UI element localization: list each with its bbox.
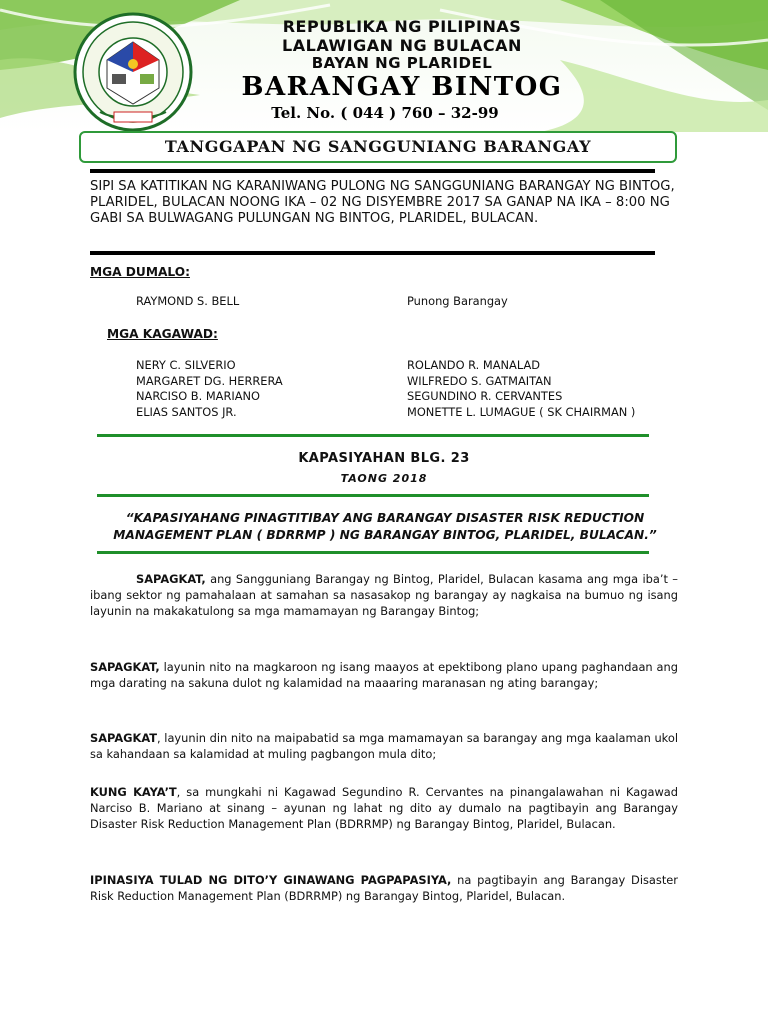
captain-name: RAYMOND S. BELL <box>136 294 240 308</box>
paragraph-lead: KUNG KAYA’T <box>90 785 177 799</box>
resolution-year: TAONG 2018 <box>340 472 428 485</box>
resolved-paragraph <box>90 872 678 904</box>
paragraph-lead: IPINASIYA TULAD NG DITO’Y GINAWANG PAGPAPASIYA, <box>90 873 452 887</box>
barangay-seal-logo <box>70 12 196 132</box>
minutes-intro: SIPI SA KATITIKAN NG KARANIWANG PULONG NG SANGGUNIANG BARANGAY NG BINTOG, PLARIDEL, BULACAN NOONG IKA – 02 NG DISYEMBRE 2017 SA GANAP NA IKA – 8:00 NG GABI SA BULWAGANG PULUNGAN NG BINTOG, PLARIDEL, BULACAN. <box>90 179 675 226</box>
divider-green <box>97 494 649 497</box>
kagawad-name: ROLANDO R. MANALAD <box>407 358 541 372</box>
whereas-paragraph <box>90 730 678 762</box>
kagawad-name: NERY C. SILVERIO <box>136 358 236 372</box>
attendees-label: MGA DUMALO: <box>90 265 190 279</box>
kagawad-name: WILFREDO S. GATMAITAN <box>407 374 552 388</box>
paragraph-text: , sa mungkahi ni Kagawad Segundino R. Cervantes na pinangalawahan ni Kagawad Narciso B. Mariano at sinang – ayunan ng lahat ng dito ay dumalo na pagtibayin ang Barangay Disaster Risk Reduction Management Plan (BDRRMP) ng Barangay Bintog, Plaridel, Bulacan. <box>90 785 678 831</box>
kagawad-name: ELIAS SANTOS JR. <box>136 405 237 419</box>
divider-intro <box>90 251 655 255</box>
divider-green <box>97 434 649 437</box>
whereas-paragraph <box>90 659 678 691</box>
captain-role: Punong Barangay <box>407 294 508 308</box>
header-municipality: BAYAN NG PLARIDEL <box>311 54 493 72</box>
paragraph-text: ang Sangguniang Barangay ng Bintog, Plaridel, Bulacan kasama ang mga iba’t – ibang sektor ng pamahalaan at samahan sa nasasakop ng barangay ay nagkaisa na bumuo ng isang layunin na makakatulong sa mga mamamayan ng Barangay Bintog; <box>90 572 678 618</box>
paragraph-lead: SAPAGKAT, <box>136 572 206 586</box>
therefore-paragraph <box>90 784 678 832</box>
paragraph-text: na pagtibayin ang Barangay Disaster Risk Reduction Management Plan (BDRRMP) ng Barangay Bintog, Plaridel, Bulacan. <box>90 873 678 903</box>
paragraph-lead: SAPAGKAT <box>90 731 158 745</box>
kagawad-name: NARCISO B. MARIANO <box>136 389 261 403</box>
divider-green <box>97 551 649 554</box>
header-telephone: Tel. No. ( 044 ) 760 – 32-99 <box>271 104 499 122</box>
kagawad-name: SEGUNDINO R. CERVANTES <box>407 389 563 403</box>
header-province: LALAWIGAN NG BULACAN <box>282 36 522 55</box>
office-title: TANGGAPAN NG SANGGUNIANG BARANGAY <box>164 137 592 156</box>
header-barangay-name: BARANGAY BINTOG <box>241 72 563 102</box>
header-republic: REPUBLIKA NG PILIPINAS <box>282 17 522 36</box>
resolution-number: KAPASIYAHAN BLG. 23 <box>298 451 470 466</box>
office-title-box <box>79 131 677 163</box>
divider-top <box>90 169 655 173</box>
paragraph-lead: SAPAGKAT, <box>90 660 160 674</box>
letterhead <box>0 0 768 132</box>
paragraph-text: layunin nito na magkaroon ng isang maayos at epektibong plano upang paghandaan ang mga darating na sakuna dulot ng kalamidad na maaaring maranasan ng ating barangay; <box>90 660 678 690</box>
kagawad-label: MGA KAGAWAD: <box>107 327 218 341</box>
kagawad-name: MARGARET DG. HERRERA <box>136 374 283 388</box>
whereas-paragraph <box>90 571 678 619</box>
kagawad-name: MONETTE L. LUMAGUE ( SK CHAIRMAN ) <box>407 405 636 419</box>
paragraph-text: , layunin din nito na maipabatid sa mga mamamayan sa barangay ang mga kaalaman ukol sa kahandaan sa kalamidad at muling pagbangon mula dito; <box>90 731 678 761</box>
resolution-title: “KAPASIYAHANG PINAGTITIBAY ANG BARANGAY DISASTER RISK REDUCTION MANAGEMENT PLAN ( BDRRMP ) NG BARANGAY BINTOG, PLARIDEL, BULACAN.” <box>113 511 657 542</box>
